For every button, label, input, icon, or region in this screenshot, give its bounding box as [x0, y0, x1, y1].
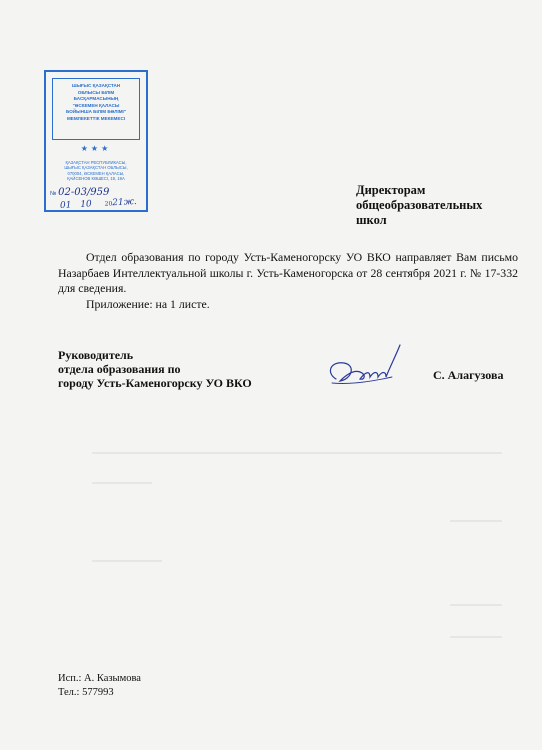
stamp-line: БОЙЫНША БІЛІМ БӨЛІМІ": [65, 109, 127, 115]
stamp-date-year-suffix: 21ж.: [112, 196, 138, 209]
signatory-name: С. Алагузова: [433, 368, 504, 382]
stamp-line: ОБЛЫСЫ БІЛІМ: [77, 89, 115, 95]
reg-number-handwritten: 02-03/959: [58, 187, 110, 198]
stamp-line: БАСҚАРМАСЫНЫҢ: [73, 96, 119, 102]
bleed-through-line: [450, 520, 502, 522]
stamp-address-line: ҚАЙСЕНОВ КӨШЕСІ, 19, 19А: [67, 176, 125, 182]
signatory-title-line: Руководитель: [58, 348, 134, 362]
bleed-through-line: [450, 604, 502, 606]
stamp-address-line: ҚАЗАҚСТАН РЕСПУБЛИКАСЫ,: [65, 160, 127, 165]
stamp-date-month: 10: [80, 199, 93, 210]
addressee-line: Директорам: [356, 183, 426, 197]
executor-name: Исп.: А. Казымова: [58, 673, 141, 684]
stamp-stars: ★★★: [80, 144, 112, 153]
executor-info: [58, 672, 141, 700]
stamp-date-day: 01: [59, 200, 72, 212]
addressee: [356, 183, 482, 228]
stamp-address: [48, 160, 144, 182]
bleed-through-line: [450, 636, 502, 638]
stamp-date-handwritten: [60, 197, 137, 211]
reg-prefix: №: [50, 191, 57, 197]
bleed-through-line: [92, 482, 152, 484]
body-paragraph: Отдел образования по городу Усть-Каменогорску УО ВКО направляет Вам письмо Назарбаев Интеллектуальной школы г. Усть-Каменогорска от 28 сентября 2021 г. № 17-332 для сведения.: [58, 250, 518, 295]
stamp-address-line: 070004, ӨСКЕМЕН ҚАЛАСЫ,: [67, 170, 125, 176]
stamp-organization-box: [52, 78, 140, 140]
addressee-line: школ: [356, 213, 387, 227]
stamp-line: "ӨСКЕМЕН ҚАЛАСЫ: [72, 102, 120, 108]
stamp-line: ШЫҒЫС ҚАЗАҚСТАН: [71, 83, 121, 88]
signatory-title-line: городу Усть-Каменогорску УО ВКО: [58, 376, 252, 390]
attachment-note: Приложение: на 1 листе.: [86, 296, 210, 311]
addressee-line: общеобразовательных: [356, 198, 483, 212]
stamp-line: МЕМЛЕКЕТТІК МЕКЕМЕСІ: [66, 115, 126, 121]
stamp-date-year-prefix: 20: [104, 200, 113, 208]
letter-body: [58, 250, 518, 312]
registration-stamp: [44, 70, 148, 212]
handwritten-signature: [322, 343, 406, 395]
bleed-through-line: [92, 560, 162, 562]
stamp-address-line: ШЫҒЫС ҚАЗАҚСТАН ОБЛЫСЫ,: [64, 165, 128, 171]
signatory-title: [58, 348, 252, 390]
signatory-title-line: отдела образования по: [58, 362, 181, 376]
bleed-through-line: [92, 452, 502, 454]
executor-phone: Тел.: 577993: [58, 687, 114, 698]
stamp-registration-number: [50, 187, 109, 198]
